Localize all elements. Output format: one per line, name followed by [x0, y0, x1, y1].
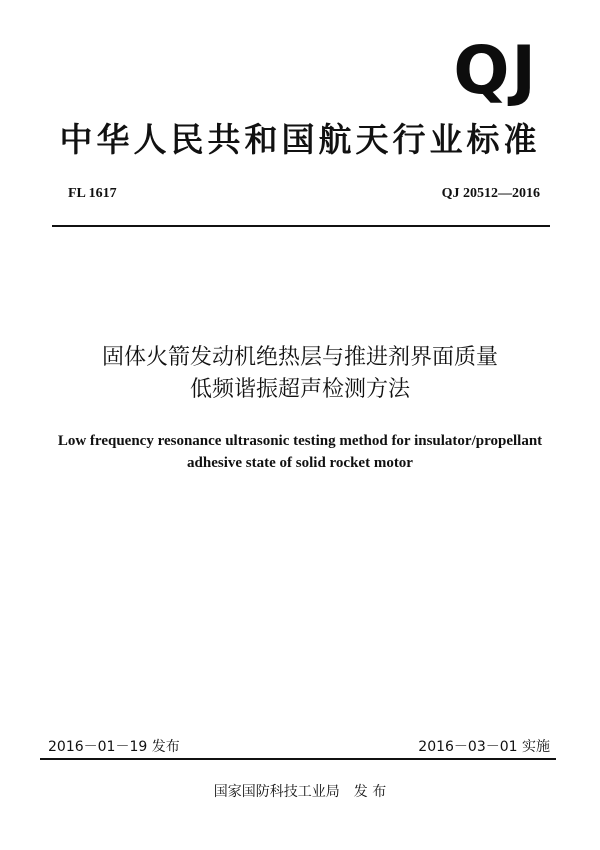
standard-logo: QJ: [453, 32, 538, 109]
chinese-title-line-1: 固体火箭发动机绝热层与推进剂界面质量: [101, 345, 498, 370]
english-title-line-2: adhesive state of solid rocket motor: [187, 455, 413, 471]
bottom-divider: [40, 758, 556, 760]
publisher-name: 国家国防科技工业局: [213, 784, 340, 800]
publisher-line: [0, 781, 600, 801]
top-divider: [52, 225, 550, 227]
english-title: [0, 430, 600, 474]
publisher-action: 发 布: [353, 784, 387, 800]
chinese-title: [0, 342, 600, 406]
classification-code: FL 1617: [68, 186, 117, 201]
standard-number: QJ 20512—2016: [441, 186, 540, 201]
standard-name: 中华人民共和国航天行业标准: [59, 120, 541, 159]
issue-date: 2016－01－19 发布: [48, 739, 180, 755]
chinese-title-line-2: 低频谐振超声检测方法: [189, 377, 410, 402]
implementation-date: 2016－03－01 实施: [418, 739, 550, 755]
english-title-line-1: Low frequency resonance ultrasonic testing method for insulator/propellant: [57, 433, 543, 449]
